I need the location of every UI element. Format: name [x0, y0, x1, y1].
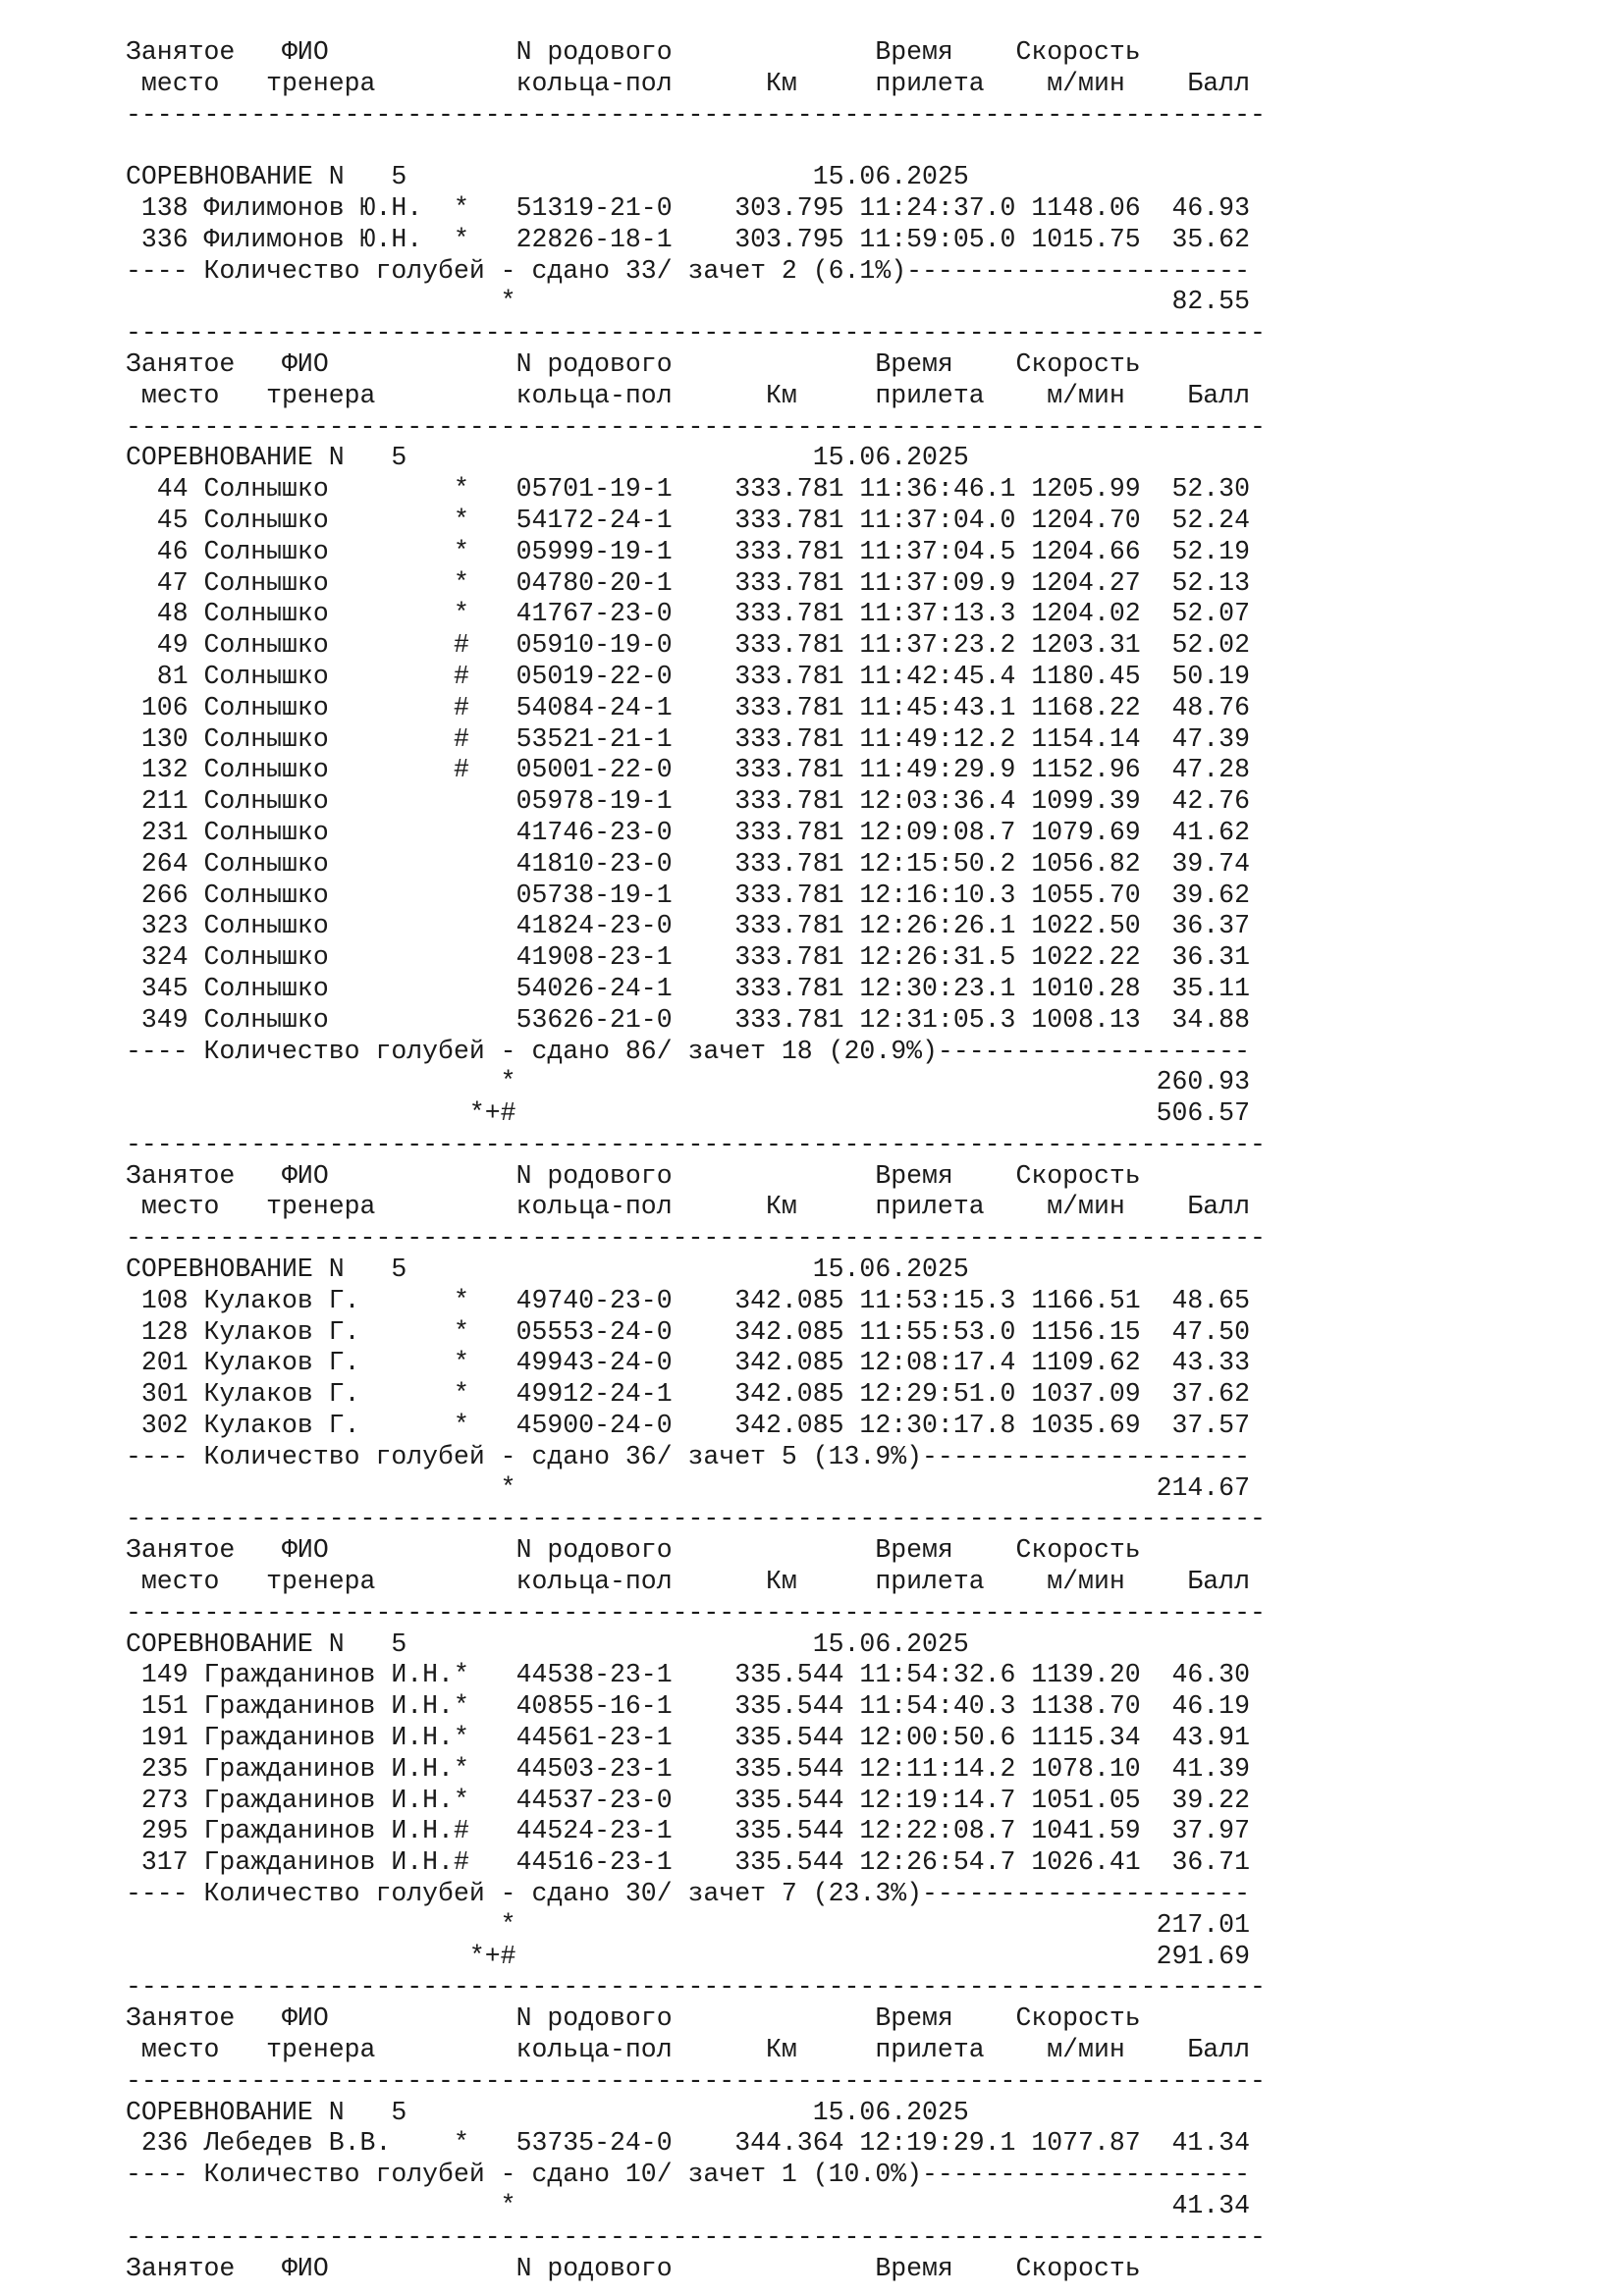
pigeon-count-summary: ---- Количество голубей - сдано 33/ зачет 2 (6.1%)----------------------: [126, 255, 1250, 286]
score-total: * 82.55: [126, 287, 1250, 317]
result-row: 302 Кулаков Г. * 45900-24-0 342.085 12:30:17.8 1035.69 37.57: [126, 1411, 1250, 1441]
score-total: * 214.67: [126, 1472, 1250, 1503]
competition-title: СОРЕВНОВАНИЕ N 5 15.06.2025: [126, 1629, 969, 1659]
result-row: 138 Филимонов Ю.Н. * 51319-21-0 303.795 11:24:37.0 1148.06 46.93: [126, 192, 1250, 223]
score-total: * 217.01: [126, 1909, 1250, 1940]
result-row: 349 Солнышко 53626-21-0 333.781 12:31:05.3 1008.13 34.88: [126, 1004, 1250, 1035]
result-row: 47 Солнышко * 04780-20-1 333.781 11:37:09.9 1204.27 52.13: [126, 567, 1250, 598]
separator-rule: -------------------------------------------------------------------------: [126, 318, 1266, 348]
result-row: 45 Солнышко * 54172-24-1 333.781 11:37:04.0 1204.70 52.24: [126, 505, 1250, 535]
competition-title: СОРЕВНОВАНИЕ N 5 15.06.2025: [126, 2097, 969, 2127]
separator-rule: -------------------------------------------------------------------------: [126, 1972, 1266, 2002]
column-header-line: Занятое ФИО N родового Время Скорость: [126, 2003, 1141, 2034]
result-row: 201 Кулаков Г. * 49943-24-0 342.085 12:08:17.4 1109.62 43.33: [126, 1348, 1250, 1378]
score-total: * 41.34: [126, 2190, 1250, 2220]
result-row: 44 Солнышко * 05701-19-1 333.781 11:36:46.1 1205.99 52.30: [126, 474, 1250, 505]
pigeon-count-summary: ---- Количество голубей - сдано 10/ зачет 1 (10.0%)---------------------: [126, 2160, 1250, 2190]
result-row: 128 Кулаков Г. * 05553-24-0 342.085 11:55:53.0 1156.15 47.50: [126, 1316, 1250, 1347]
column-header-line: место тренера кольца-пол Км прилета м/мин Балл: [126, 1192, 1250, 1222]
result-row: 231 Солнышко 41746-23-0 333.781 12:09:08.7 1079.69 41.62: [126, 817, 1250, 847]
result-row: 191 Гражданинов И.Н.* 44561-23-1 335.544 12:00:50.6 1115.34 43.91: [126, 1723, 1250, 1753]
score-total: *+# 506.57: [126, 1098, 1250, 1129]
score-total: * 260.93: [126, 1067, 1250, 1097]
result-row: 151 Гражданинов И.Н.* 40855-16-1 335.544 11:54:40.3 1138.70 46.19: [126, 1691, 1250, 1722]
result-row: 273 Гражданинов И.Н.* 44537-23-0 335.544 12:19:14.7 1051.05 39.22: [126, 1785, 1250, 1815]
result-row: 323 Солнышко 41824-23-0 333.781 12:26:26.1 1022.50 36.37: [126, 911, 1250, 941]
result-row: 266 Солнышко 05738-19-1 333.781 12:16:10.3 1055.70 39.62: [126, 880, 1250, 910]
separator-rule: -------------------------------------------------------------------------: [126, 2065, 1266, 2096]
result-row: 149 Гражданинов И.Н.* 44538-23-1 335.544 11:54:32.6 1139.20 46.30: [126, 1660, 1250, 1690]
separator-rule: -------------------------------------------------------------------------: [126, 1223, 1266, 1254]
result-row: 301 Кулаков Г. * 49912-24-1 342.085 12:29:51.0 1037.09 37.62: [126, 1379, 1250, 1410]
result-row: 295 Гражданинов И.Н.# 44524-23-1 335.544 12:22:08.7 1041.59 37.97: [126, 1816, 1250, 1846]
column-header-line: Занятое ФИО N родового Время Скорость: [126, 1160, 1141, 1191]
result-row: 49 Солнышко # 05910-19-0 333.781 11:37:23.2 1203.31 52.02: [126, 630, 1250, 661]
separator-rule: -------------------------------------------------------------------------: [126, 2221, 1266, 2252]
pigeon-count-summary: ---- Количество голубей - сдано 30/ зачет 7 (23.3%)---------------------: [126, 1879, 1250, 1909]
separator-rule: -------------------------------------------------------------------------: [126, 1504, 1266, 1534]
result-row: 336 Филимонов Ю.Н. * 22826-18-1 303.795 11:59:05.0 1015.75 35.62: [126, 224, 1250, 254]
score-total: *+# 291.69: [126, 1941, 1250, 1971]
column-header-line: Занятое ФИО N родового Время Скорость: [126, 2253, 1141, 2283]
results-report: [126, 37, 1266, 2284]
separator-rule: -------------------------------------------------------------------------: [126, 1597, 1266, 1628]
column-header-line: место тренера кольца-пол Км прилета м/мин Балл: [126, 2035, 1250, 2064]
result-row: 108 Кулаков Г. * 49740-23-0 342.085 11:53:15.3 1166.51 48.65: [126, 1285, 1250, 1315]
result-row: 46 Солнышко * 05999-19-1 333.781 11:37:04.5 1204.66 52.19: [126, 536, 1250, 566]
separator-rule: -------------------------------------------------------------------------: [126, 1129, 1266, 1159]
result-row: 130 Солнышко # 53521-21-1 333.781 11:49:12.2 1154.14 47.39: [126, 723, 1250, 754]
result-row: 236 Лебедев В.В. * 53735-24-0 344.364 12:19:29.1 1077.87 41.34: [126, 2128, 1250, 2159]
column-header-line: Занятое ФИО N родового Время Скорость: [126, 1535, 1141, 1566]
column-header-line: место тренера кольца-пол Км прилета м/мин Балл: [126, 380, 1250, 410]
result-row: 324 Солнышко 41908-23-1 333.781 12:26:31.5 1022.22 36.31: [126, 942, 1250, 973]
result-row: 235 Гражданинов И.Н.* 44503-23-1 335.544 12:11:14.2 1078.10 41.39: [126, 1753, 1250, 1784]
competition-title: СОРЕВНОВАНИЕ N 5 15.06.2025: [126, 443, 969, 473]
column-header-line: место тренера кольца-пол Км прилета м/мин Балл: [126, 68, 1250, 98]
result-row: 345 Солнышко 54026-24-1 333.781 12:30:23.1 1010.28 35.11: [126, 973, 1250, 1003]
competition-title: СОРЕВНОВАНИЕ N 5 15.06.2025: [126, 162, 969, 192]
result-row: 106 Солнышко # 54084-24-1 333.781 11:45:43.1 1168.22 48.76: [126, 692, 1250, 722]
result-row: 317 Гражданинов И.Н.# 44516-23-1 335.544 12:26:54.7 1026.41 36.71: [126, 1847, 1250, 1878]
separator-rule: -------------------------------------------------------------------------: [126, 411, 1266, 442]
blank-line: [126, 131, 1266, 162]
pigeon-count-summary: ---- Количество голубей - сдано 36/ зачет 5 (13.9%)---------------------: [126, 1441, 1250, 1471]
column-header-line: Занятое ФИО N родового Время Скорость: [126, 348, 1141, 379]
column-header-line: Занятое ФИО N родового Время Скорость: [126, 37, 1141, 67]
result-row: 211 Солнышко 05978-19-1 333.781 12:03:36.4 1099.39 42.76: [126, 786, 1250, 817]
result-row: 132 Солнышко # 05001-22-0 333.781 11:49:29.9 1152.96 47.28: [126, 755, 1250, 785]
result-row: 81 Солнышко # 05019-22-0 333.781 11:42:45.4 1180.45 50.19: [126, 661, 1250, 691]
result-row: 48 Солнышко * 41767-23-0 333.781 11:37:13.3 1204.02 52.07: [126, 599, 1250, 629]
column-header-line: место тренера кольца-пол Км прилета м/мин Балл: [126, 1567, 1250, 1597]
pigeon-count-summary: ---- Количество голубей - сдано 86/ зачет 18 (20.9%)--------------------: [126, 1036, 1250, 1066]
separator-rule: -------------------------------------------------------------------------: [126, 99, 1266, 130]
result-row: 264 Солнышко 41810-23-0 333.781 12:15:50.2 1056.82 39.74: [126, 848, 1250, 879]
competition-title: СОРЕВНОВАНИЕ N 5 15.06.2025: [126, 1255, 969, 1285]
